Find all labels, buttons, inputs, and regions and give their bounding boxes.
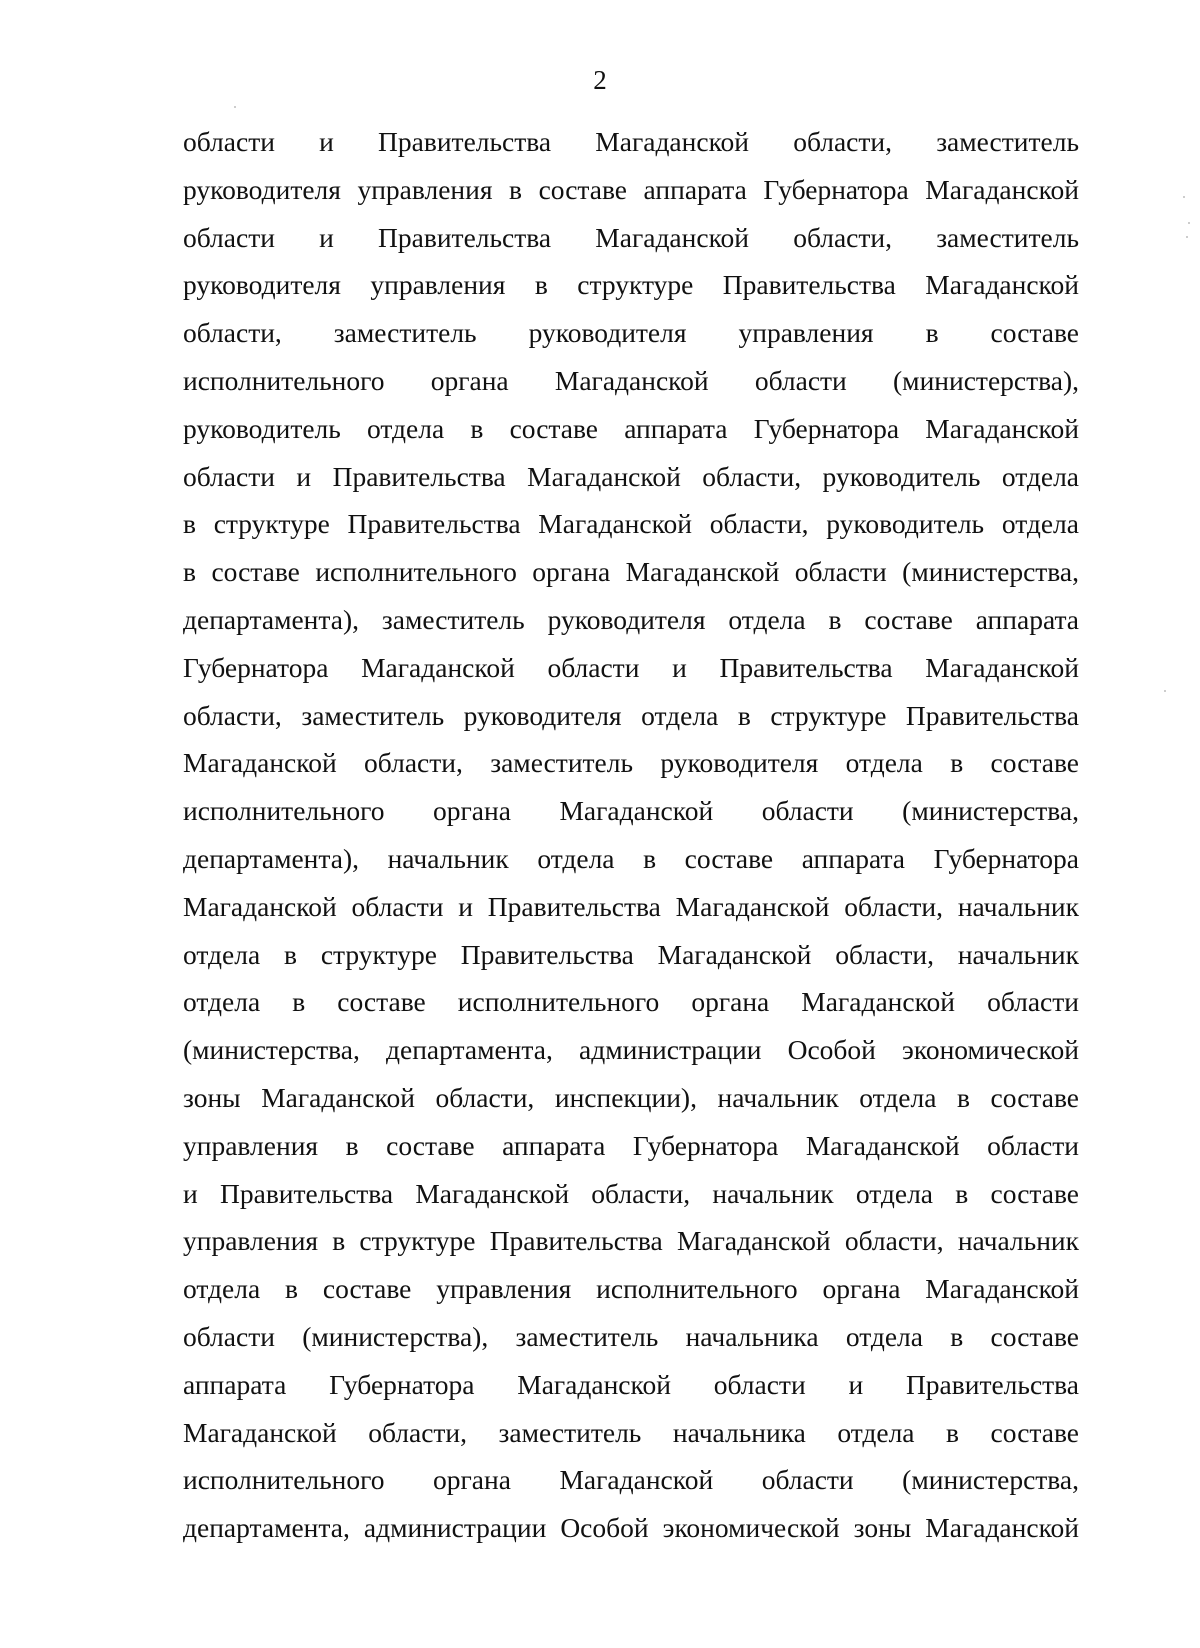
text-line: руководителя управления в составе аппарата Губернатора Магаданской (183, 173, 1079, 205)
body-text (183, 118, 1079, 1552)
text-line: Магаданской области и Правительства Магаданской области, начальник (183, 890, 1079, 922)
scan-artifact (234, 106, 236, 108)
text-line: исполнительного органа Магаданской области (министерства, (183, 1464, 1079, 1496)
text-line: отдела в структуре Правительства Магаданской области, начальник (183, 938, 1079, 970)
scan-artifact (1188, 222, 1190, 224)
text-line: области и Правительства Магаданской области, заместитель (183, 221, 1079, 253)
scan-artifact (1186, 236, 1188, 238)
text-line: управления в структуре Правительства Магаданской области, начальник (183, 1225, 1079, 1257)
text-line: в составе исполнительного органа Магаданской области (министерства, (183, 556, 1079, 588)
text-line: Губернатора Магаданской области и Правительства Магаданской (183, 651, 1079, 683)
text-line: Магаданской области, заместитель начальника отдела в составе (183, 1416, 1079, 1448)
text-line: области и Правительства Магаданской области, руководитель отдела (183, 460, 1079, 492)
text-line: области, заместитель руководителя управления в составе (183, 317, 1079, 349)
text-line: управления в составе аппарата Губернатора Магаданской области (183, 1129, 1079, 1161)
text-line: области (министерства), заместитель начальника отдела в составе (183, 1320, 1079, 1352)
text-line: отдела в составе исполнительного органа Магаданской области (183, 986, 1079, 1018)
text-line: зоны Магаданской области, инспекции), начальник отдела в составе (183, 1081, 1079, 1113)
scan-artifact (1183, 196, 1185, 198)
page-number: 2 (593, 65, 607, 95)
text-line: в структуре Правительства Магаданской области, руководитель отдела (183, 508, 1079, 540)
text-line: руководителя управления в структуре Правительства Магаданской (183, 269, 1079, 301)
scan-artifact (1164, 690, 1166, 692)
text-line: департамента), заместитель руководителя отдела в составе аппарата (183, 603, 1079, 635)
text-line: аппарата Губернатора Магаданской области и Правительства (183, 1368, 1079, 1400)
text-line: Магаданской области, заместитель руководителя отдела в составе (183, 747, 1079, 779)
text-line: и Правительства Магаданской области, начальник отдела в составе (183, 1177, 1079, 1209)
text-line: исполнительного органа Магаданской области (министерства, (183, 795, 1079, 827)
text-line: области и Правительства Магаданской области, заместитель (183, 126, 1079, 157)
text-line: департамента), начальник отдела в составе аппарата Губернатора (183, 842, 1079, 874)
text-line: департамента, администрации Особой экономической зоны Магаданской (183, 1512, 1079, 1544)
text-line: отдела в составе управления исполнительного органа Магаданской (183, 1273, 1079, 1305)
text-line: области, заместитель руководителя отдела в структуре Правительства (183, 699, 1079, 731)
text-line: руководитель отдела в составе аппарата Губернатора Магаданской (183, 412, 1079, 444)
text-line: исполнительного органа Магаданской области (министерства), (183, 364, 1079, 396)
text-line: (министерства, департамента, администрации Особой экономической (183, 1034, 1079, 1066)
